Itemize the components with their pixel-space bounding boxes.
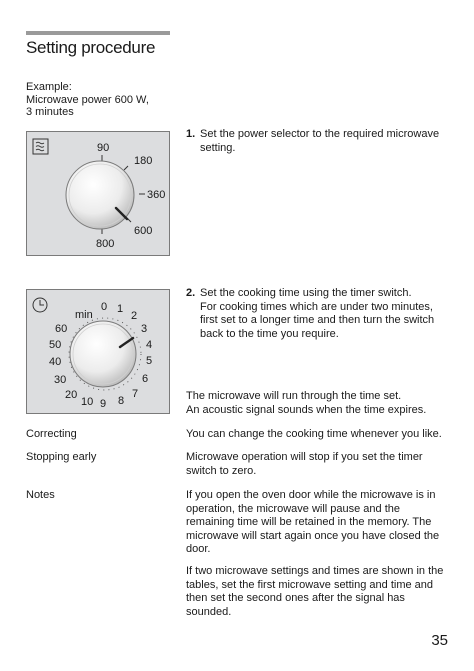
step-text-line: back to the time you require. [200, 327, 339, 340]
step-number: 2. [186, 287, 196, 299]
example-line: 3 minutes [26, 106, 74, 118]
stopping-early-text [186, 451, 448, 478]
notes-line: If two microwave settings and times are shown in the [186, 565, 444, 577]
power-label: 360 [147, 189, 166, 201]
power-label: 800 [96, 238, 115, 250]
step-text-line: Set the cooking time using the timer switch. [200, 287, 412, 299]
timer-label: 6 [142, 373, 149, 385]
timer-label: 3 [141, 323, 148, 335]
step-text-line: Set the power selector to the required microwave [200, 128, 440, 140]
notes-paragraph-1 [186, 489, 448, 557]
timer-label: 2 [131, 310, 138, 322]
correcting-heading: Correcting [26, 428, 77, 440]
example-line: Example: [26, 81, 72, 93]
notes-line: tables, set the first microwave setting and time and [186, 578, 434, 591]
power-label: 600 [134, 225, 153, 237]
correcting-line: You can change the cooking time whenever you like. [186, 428, 442, 440]
run-note [186, 390, 448, 417]
stopping-early-heading: Stopping early [26, 451, 97, 463]
power-label: 90 [97, 142, 110, 154]
timer-label: 60 [55, 323, 68, 335]
page-number: 35 [431, 632, 448, 649]
step-2 [186, 287, 448, 341]
step-number: 1. [186, 128, 196, 140]
example-line: Microwave power 600 W, [26, 93, 149, 106]
notes-line: microwave will start again once you have closed the [186, 529, 440, 542]
timer-label: 0 [101, 301, 108, 313]
power-dial-drawing [27, 132, 169, 255]
timer-label: 8 [118, 395, 125, 407]
timer-label: 10 [81, 396, 94, 408]
timer-label: 7 [132, 388, 139, 400]
timer-label: 9 [100, 398, 107, 410]
stopping-early-line: switch to zero. [186, 464, 257, 477]
step-text-line: setting. [200, 141, 236, 154]
notes-line: sounded. [186, 605, 232, 618]
title-rule [26, 31, 170, 35]
step-text-line: first set to a longer time and then turn the switch [200, 314, 435, 326]
timer-label: 4 [146, 339, 153, 351]
page-title: Setting procedure [26, 38, 156, 57]
power-label: 180 [134, 155, 153, 167]
timer-label: 5 [146, 355, 153, 367]
power-selector-panel [26, 131, 170, 256]
timer-label: 40 [49, 356, 62, 368]
step-1 [186, 128, 448, 155]
timer-label: 50 [49, 339, 62, 351]
correcting-text [186, 428, 448, 442]
step-text-line: For cooking times which are under two minutes, [200, 300, 433, 313]
clock-icon [33, 298, 47, 312]
notes-line: then set the second ones after the signal has [186, 592, 405, 604]
timer-label: 30 [54, 374, 67, 386]
timer-label: 1 [117, 303, 124, 315]
microwave-power-icon [33, 139, 48, 154]
timer-dial-drawing [27, 290, 169, 413]
stopping-early-line: Microwave operation will stop if you set the timer [186, 451, 423, 463]
example-block [26, 81, 149, 119]
timer-unit-label: min [75, 309, 93, 321]
run-note-line: The microwave will run through the time set. [186, 390, 402, 402]
timer-label: 20 [65, 389, 78, 401]
notes-line: If you open the oven door while the microwave is in [186, 489, 436, 501]
timer-switch-panel [26, 289, 170, 414]
notes-line: door. [186, 543, 211, 555]
notes-heading: Notes [26, 489, 55, 501]
notes-line: remaining time will be retained in the memory. The [186, 516, 432, 528]
run-note-line: An acoustic signal sounds when the time expires. [186, 403, 427, 416]
notes-paragraph-2 [186, 565, 448, 619]
notes-line: operation, the microwave will pause and the [186, 502, 401, 515]
